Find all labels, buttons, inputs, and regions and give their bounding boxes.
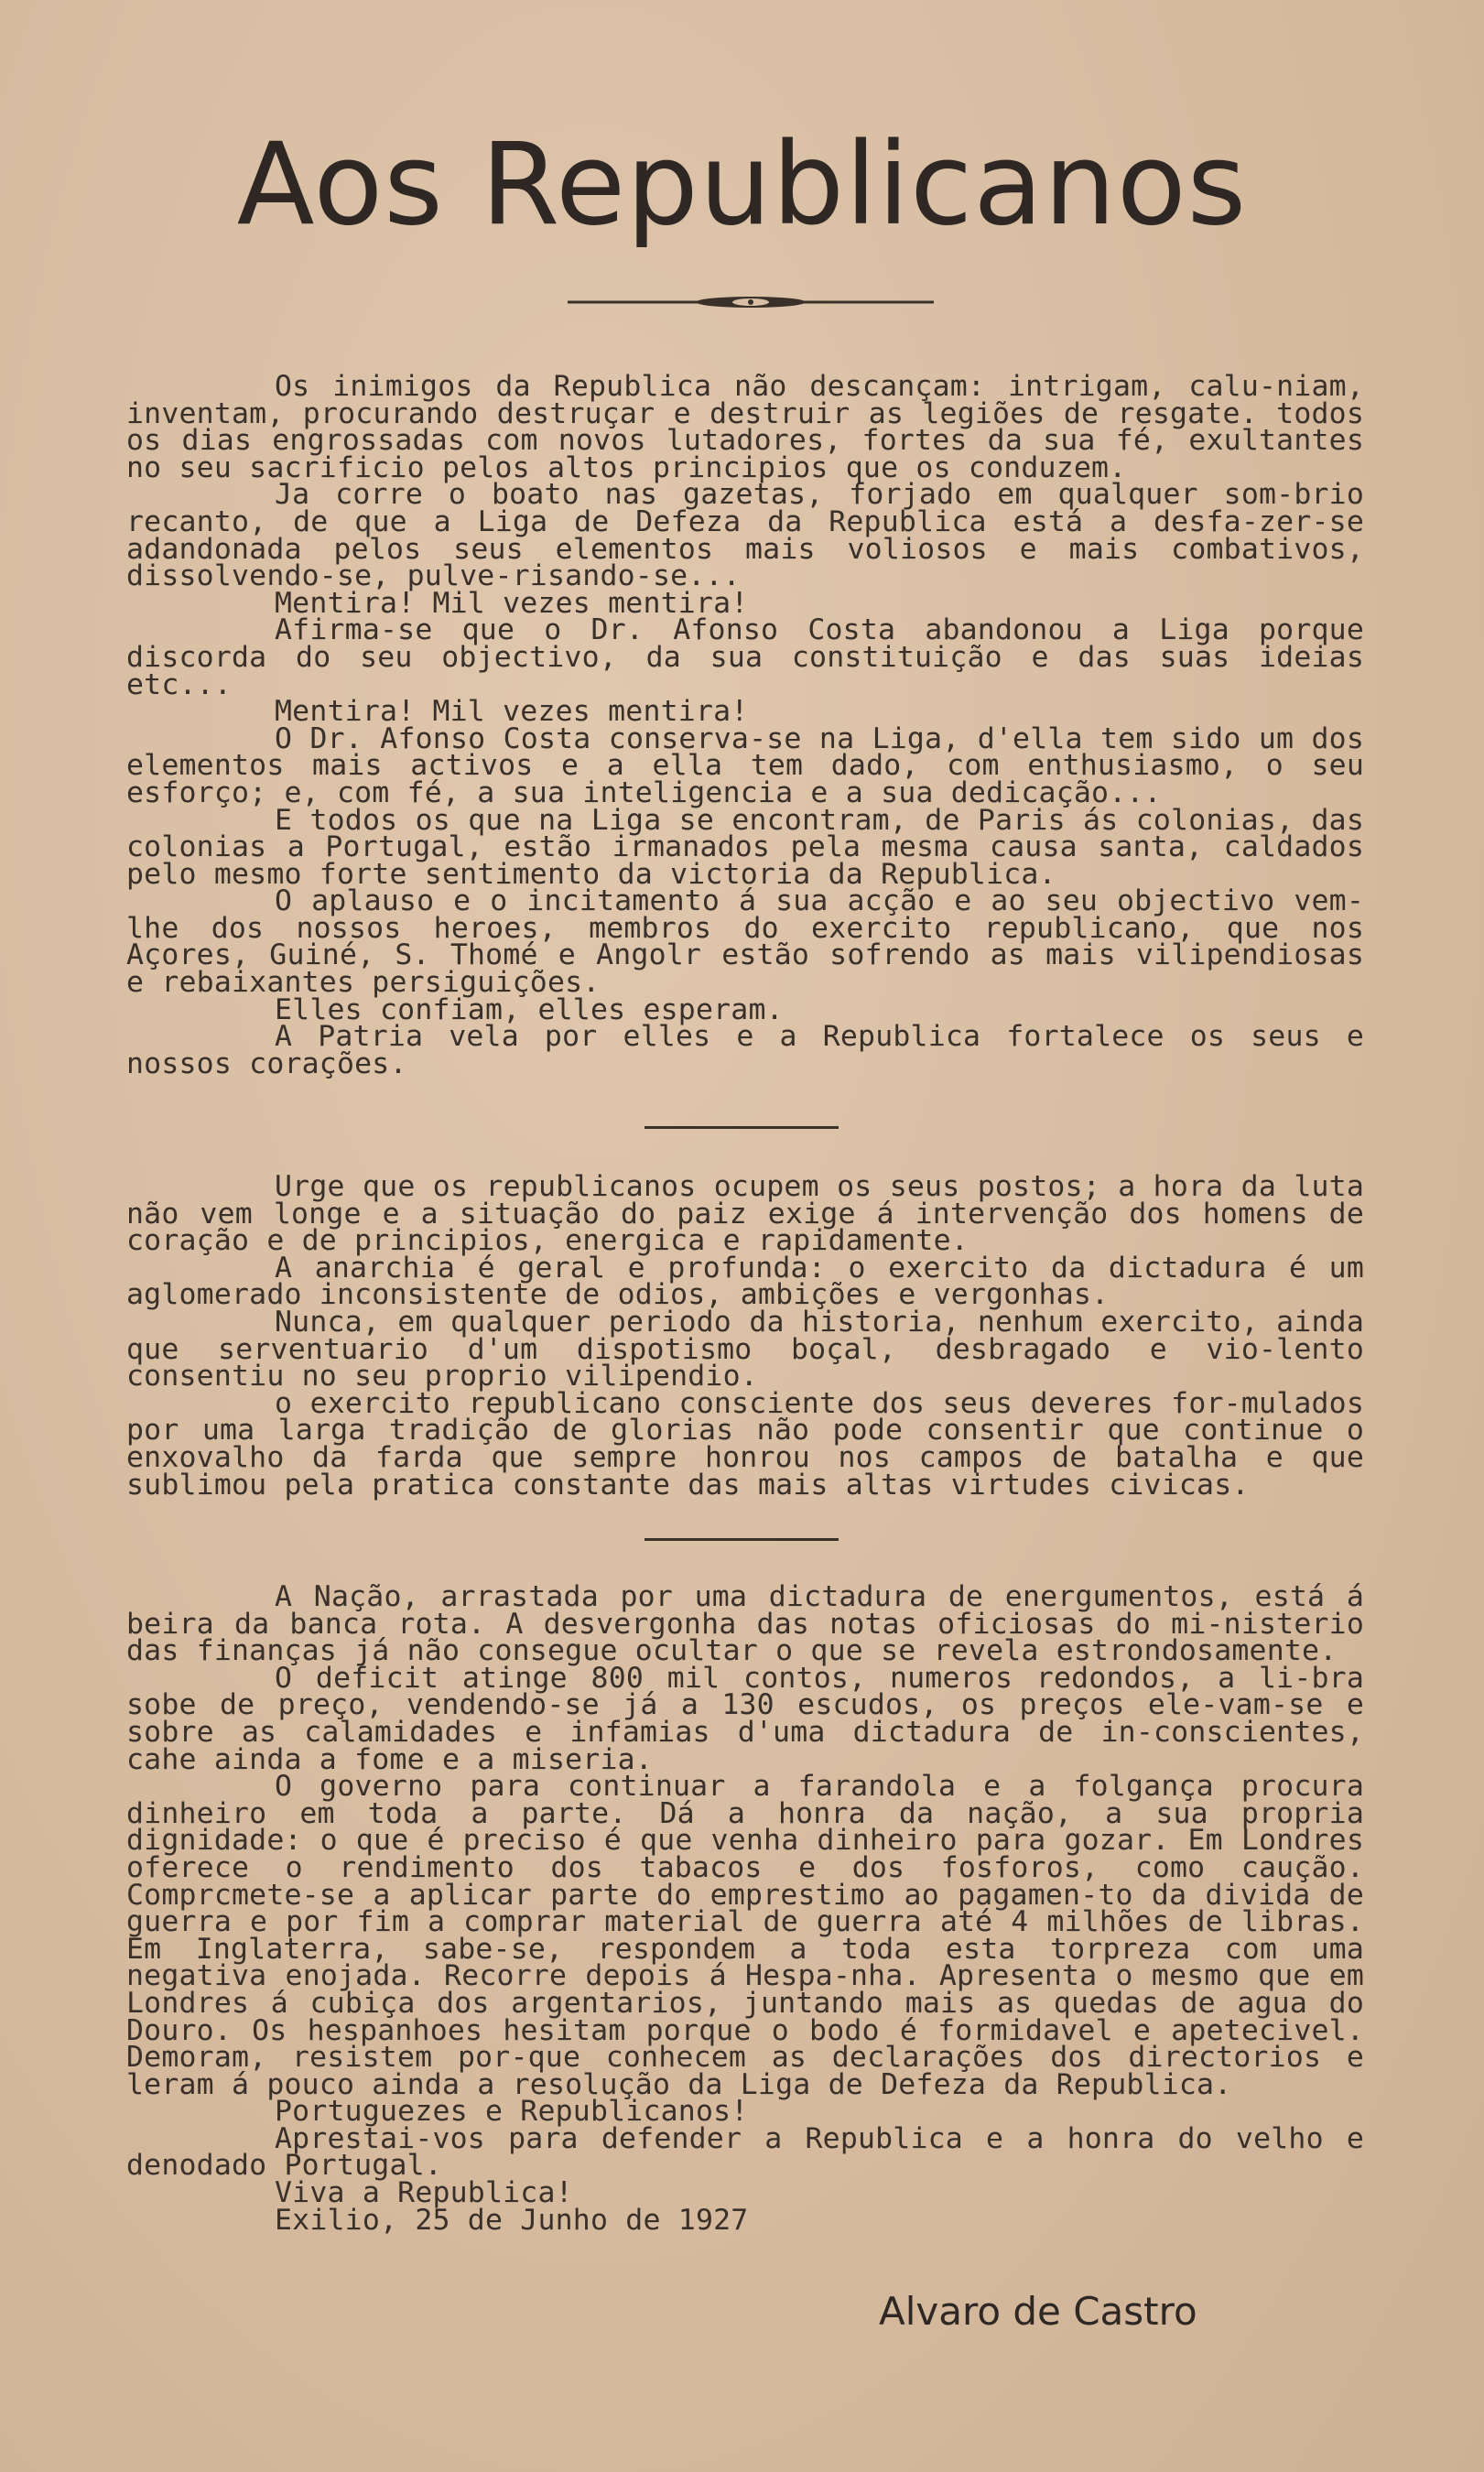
paragraph: Viva a Republica! bbox=[275, 2176, 573, 2210]
section-call-to-arms bbox=[126, 1170, 1364, 1502]
signature: Alvaro de Castro bbox=[879, 2289, 1197, 2334]
paragraph: Mentira! Mil vezes mentira! bbox=[275, 695, 749, 729]
paragraph: Portuguezes e Republicanos! bbox=[275, 2095, 749, 2129]
paragraph: Nunca, em qualquer periodo da historia, nenhum exercito, ainda que serventuario d'um dispotismo boçal, desbragado e vio-lento consentiu no seu proprio vilipendio. bbox=[126, 1305, 1364, 1393]
paragraph: Ja corre o boato nas gazetas, forjado em qualquer som-brio recanto, de que a Liga de Defeza da Republica está a desfa-zer-se adandonada pelos seus elementos mais voliosos e mais combativos, dissolvendo-se, pulve-risando-se... bbox=[126, 478, 1364, 593]
paragraph: o exercito republicano consciente dos seus deveres for-mulados por uma larga tradição de glorias não pode consentir que continue o enxovalho da farda que sempre honrou nos campos de batalha e que sublimou pela pratica constante das mais altas virtudes civicas. bbox=[126, 1386, 1364, 1502]
paragraph: O Dr. Afonso Costa conserva-se na Liga, d'ella tem sido um dos elementos mais activos e a ella tem dado, com enthusiasmo, o seu esforço; e, com fé, a sua inteligencia e a sua dedicação... bbox=[126, 721, 1364, 809]
section-opening bbox=[126, 370, 1364, 1080]
section-divider bbox=[645, 1538, 839, 1541]
paragraph: O deficit atinge 800 mil contos, numeros redondos, a li-bra sobe de preço, vendendo-se já a 130 escudos, os preços ele-vam-se e sobre as calamidades e infamias d'uma dictadura de in-conscientes, cahe ainda a fome e a miseria. bbox=[126, 1661, 1364, 1776]
paragraph: Urge que os republicanos ocupem os seus postos; a hora da luta não vem longe e a situação do paiz exige á intervenção dos homens de coração e de principios, energica e rapidamente. bbox=[126, 1170, 1364, 1258]
dateline: Exilio, 25 de Junho de 1927 bbox=[275, 2203, 749, 2237]
paragraph: Os inimigos da Republica não descançam: intrigam, calu-niam, inventam, procurando destruçar e destruir as legiões de resgate. todos os dias engrossadas com novos lutadores, fortes da sua fé, exultantes no seu sacrificio pelos altos principios que os conduzem. bbox=[126, 370, 1364, 484]
paragraph: O aplauso e o incitamento á sua acção e ao seu objectivo vem-lhe dos nossos heroes, membros do exercito republicano, que nos Açores, Guiné, S. Thomé e Angolr estão sofrendo as mais vilipendiosas e rebaixantes persiguições. bbox=[126, 884, 1364, 1000]
document-title: Aos Republicanos bbox=[236, 119, 1248, 251]
paragraph: Aprestai-vos para defender a Republica e a honra do velho e denodado Portugal. bbox=[126, 2121, 1364, 2183]
paragraph: Mentira! Mil vezes mentira! bbox=[275, 586, 749, 620]
paragraph: Afirma-se que o Dr. Afonso Costa abandonou a Liga porque discorda do seu objectivo, da sua constituição e das suas ideias etc... bbox=[126, 613, 1364, 701]
paragraph: O governo para continuar a farandola e a folgança procura dinheiro em toda a parte. Dá a honra da nação, a sua propria dignidade: o que é preciso é que venha dinheiro para gozar. Em Londres oferece o rendimento dos tabacos e dos fosforos, como caução. Comprcmete-se a aplicar parte do emprestimo ao pagamen-to da divida de guerra e por fim a comprar material de guerra até 4 milhões de libras. Em Inglaterra, sabe-se, respondem a toda esta torpreza com uma negativa enojada. Recorre depois á Hespa-nha. Apresenta o mesmo que em Londres á cubiça dos argentarios, juntando mais as quedas de agua do Douro. Os hespanhoes hesitam porque o bodo é formidavel e apetecivel. Demoram, resistem por-que conhecem as declarações dos directorios e leram á pouco ainda a resolução da Liga de Defeza da Republica. bbox=[126, 1770, 1364, 2101]
title-ornament bbox=[568, 291, 934, 313]
paragraph: A Nação, arrastada por uma dictadura de energumentos, está á beira da banca rota. A desvergonha das notas oficiosas do mi-nisterio das finanças já não consegue ocultar o que se revela estrondosamente. bbox=[126, 1580, 1364, 1668]
paragraph: A anarchia é geral e profunda: o exercito da dictadura é um aglomerado inconsistente de odios, ambições e vergonhas. bbox=[126, 1251, 1364, 1312]
paragraph: E todos os que na Liga se encontram, de Paris ás colonias, das colonias a Portugal, estão irmanados pela mesma causa santa, caldados pelo mesmo forte sentimento da victoria da Republica. bbox=[126, 803, 1364, 891]
section-divider bbox=[645, 1126, 839, 1129]
section-finances bbox=[126, 1580, 1364, 2237]
paragraph: A Patria vela por elles e a Republica fortalece os seus e nossos corações. bbox=[126, 1020, 1364, 1080]
paragraph: Elles confiam, elles esperam. bbox=[275, 992, 784, 1026]
